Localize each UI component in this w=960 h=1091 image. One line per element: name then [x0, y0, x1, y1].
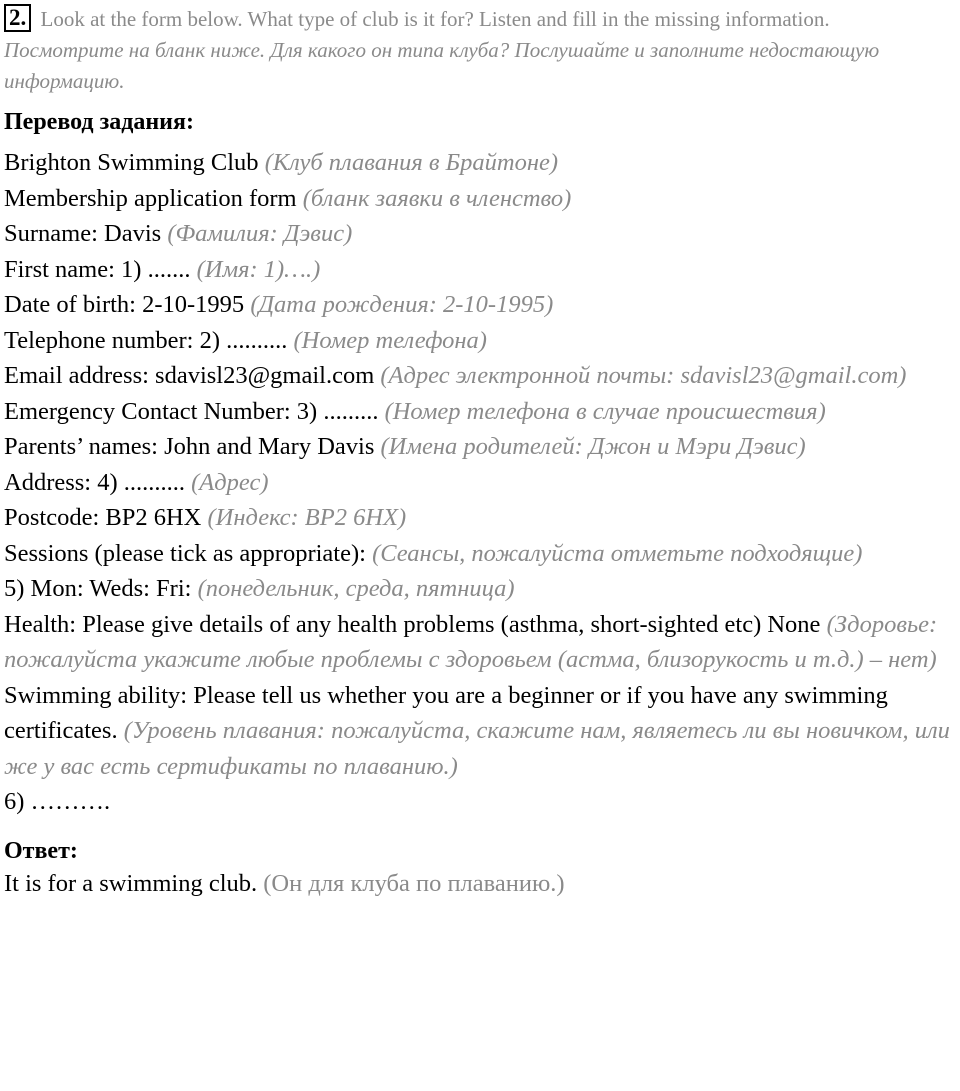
form-line-text: Brighton Swimming Club: [4, 149, 259, 176]
translation-heading: Перевод задания:: [4, 109, 194, 135]
form-lines: [4, 145, 960, 820]
form-line-translation: (Уровень плавания: пожалуйста, скажите нам, являетесь ли вы новичком, или же у вас есть сертификаты по плаванию.): [4, 717, 950, 780]
task-text-ru: Посмотрите на бланк ниже. Для какого он типа клуба? Послушайте и заполните недостающую информацию.: [4, 38, 880, 93]
form-line-club: [4, 145, 960, 181]
form-line-surname: [4, 216, 960, 252]
form-line-translation: (Дата рождения: 2-10-1995): [250, 291, 554, 318]
form-line-translation: (Номер телефона в случае происшествия): [384, 397, 826, 425]
form-line-address: [4, 465, 960, 501]
form-line-translation: (бланк заявки в членство): [302, 184, 572, 212]
answer-ru: (Он для клуба по плаванию.): [263, 869, 565, 897]
form-line-text: Membership application form: [4, 184, 297, 212]
answer-en: It is for a swimming club.: [4, 869, 258, 897]
form-line-text: 6) ……….: [4, 788, 111, 815]
form-line-translation: (Имя: 1)….): [196, 255, 321, 283]
form-line-text: Email address: sdavisl23@gmail.com: [4, 362, 375, 389]
form-line-text: Surname: Davis: [4, 220, 162, 247]
form-line-text: Telephone number: 2) ..........: [4, 326, 288, 354]
form-line-translation: (Имена родителей: Джон и Мэри Дэвис): [380, 433, 806, 460]
form-line-session-days: [4, 571, 960, 607]
form-line-text: Health: Please give details of any health problems (asthma, short-sighted etc) None: [4, 610, 821, 638]
form-line-text: Postcode: BP2 6HX: [4, 504, 202, 531]
form-line-translation: (Адрес): [191, 468, 269, 496]
form-line-blank-6: [4, 784, 960, 820]
form-line-text: 5) Mon: Weds: Fri:: [4, 575, 192, 602]
form-line-translation: (Здоровье: пожалуйста укажите любые проблемы с здоровьем (астма, близорукость и т.д.) – нет): [4, 610, 938, 673]
task-text-en: Look at the form below. What type of club is it for? Listen and fill in the missing information.: [40, 7, 830, 31]
form-line-emergency-contact: [4, 394, 960, 430]
form-line-telephone: [4, 323, 960, 359]
form-line-translation: (Фамилия: Дэвис): [167, 220, 353, 247]
form-line-translation: (Сеансы, пожалуйста отметьте подходящие): [372, 539, 863, 567]
form-line-first-name: [4, 252, 960, 288]
task-instruction: [4, 4, 954, 97]
form-line-text: Swimming ability: Please tell us whether you are a beginner or if you have any swimming certificates.: [4, 681, 888, 744]
form-line-text: Sessions (please tick as appropriate):: [4, 539, 366, 567]
form-line-text: Emergency Contact Number: 3) .........: [4, 397, 379, 425]
form-line-date-of-birth: [4, 287, 960, 323]
form-line-text: Date of birth: 2-10-1995: [4, 291, 245, 318]
form-line-health: [4, 607, 960, 678]
form-line-form-title: [4, 181, 960, 217]
form-line-sessions: [4, 536, 960, 572]
form-line-translation: (Индекс: BP2 6HX): [207, 504, 407, 531]
answer-heading: Ответ:: [4, 837, 78, 864]
form-line-postcode: [4, 500, 960, 536]
form-line-translation: (Клуб плавания в Брайтоне): [264, 149, 559, 176]
form-line-parents-names: [4, 429, 960, 465]
form-line-text: Address: 4) ..........: [4, 468, 186, 496]
form-line-translation: (Адрес электронной почты: sdavisl23@gmail.com): [380, 362, 907, 389]
form-line-translation: (Номер телефона): [293, 326, 487, 354]
form-line-swimming-ability: [4, 678, 960, 785]
form-line-text: Parents’ names: John and Mary Davis: [4, 433, 375, 460]
form-line-translation: (понедельник, среда, пятница): [197, 575, 515, 602]
form-line-email: [4, 358, 960, 394]
answer-text: [4, 868, 960, 900]
form-line-text: First name: 1) .......: [4, 255, 191, 283]
task-number: 2.: [4, 4, 31, 32]
